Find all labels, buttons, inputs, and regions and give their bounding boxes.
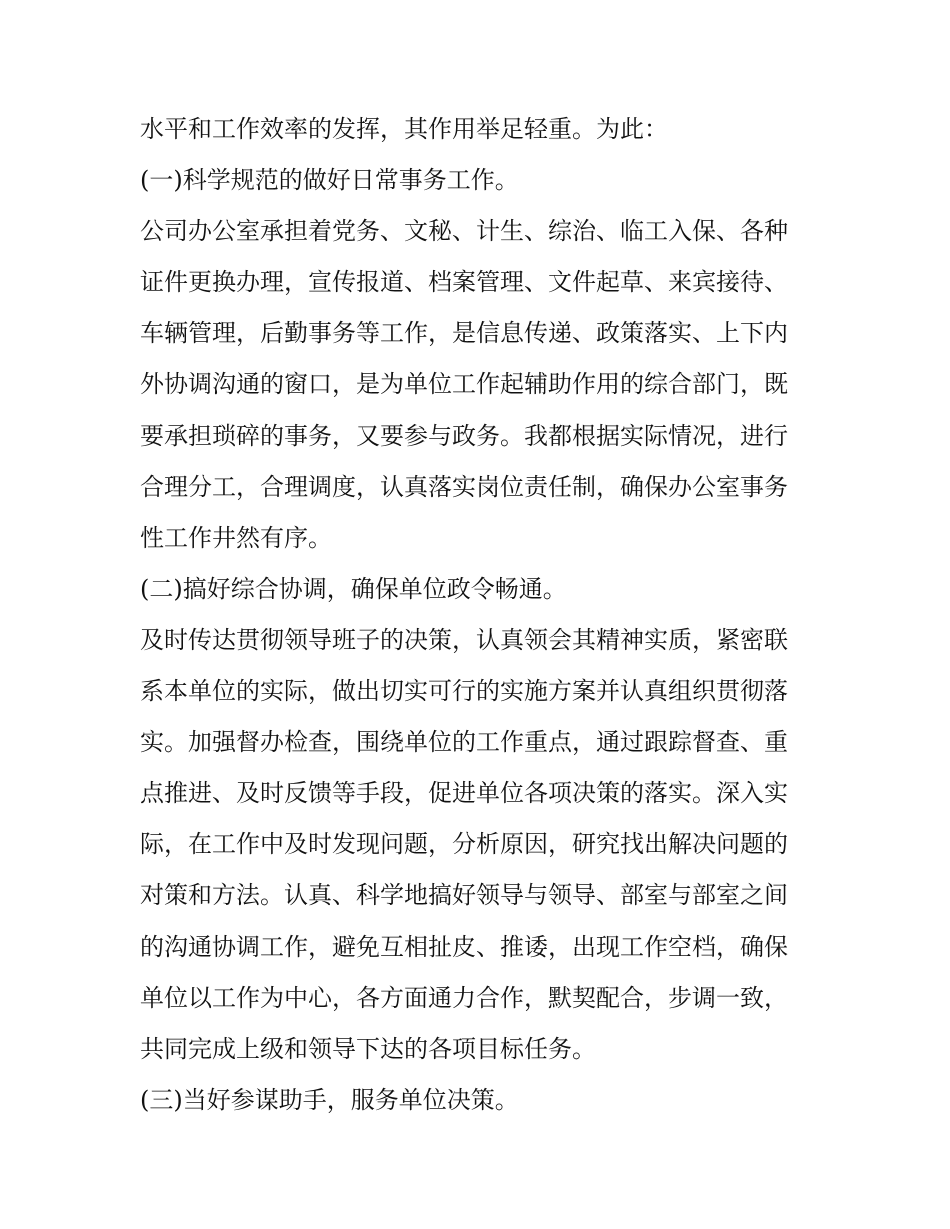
text-line: 外协调沟通的窗口，是为单位工作起辅助作用的综合部门，既 <box>140 370 788 399</box>
text-line: 车辆管理，后勤事务等工作，是信息传递、政策落实、上下内 <box>140 319 788 348</box>
section-heading: (一)科学规范的做好日常事务工作。 <box>140 166 519 195</box>
text-line: 性工作井然有序。 <box>140 523 332 552</box>
text-line: 对策和方法。认真、科学地搞好领导与领导、部室与部室之间 <box>140 881 788 910</box>
section-heading: (三)当好参谋助手，服务单位决策。 <box>140 1085 519 1114</box>
text-line: 公司办公室承担着党务、文秘、计生、综治、临工入保、各种 <box>140 217 788 246</box>
text-line: 系本单位的实际，做出切实可行的实施方案并认真组织贯彻落 <box>140 677 788 706</box>
section-heading: (二)搞好综合协调，确保单位政令畅通。 <box>140 574 567 603</box>
text-line: 及时传达贯彻领导班子的决策，认真领会其精神实质，紧密联 <box>140 625 788 654</box>
text-line: 实。加强督办检查，围绕单位的工作重点，通过跟踪督查、重 <box>140 728 788 757</box>
text-line: 际，在工作中及时发现问题，分析原因，研究找出解决问题的 <box>140 830 788 859</box>
text-line: 点推进、及时反馈等手段，促进单位各项决策的落实。深入实 <box>140 779 788 808</box>
document-body <box>140 104 820 1126</box>
text-line: 单位以工作为中心，各方面通力合作，默契配合，步调一致， <box>140 983 788 1012</box>
text-line: 水平和工作效率的发挥，其作用举足轻重。为此： <box>140 115 668 143</box>
text-line: 要承担琐碎的事务，又要参与政务。我都根据实际情况，进行 <box>140 421 788 450</box>
text-line: 的沟通协调工作，避免互相扯皮、推诿，出现工作空档，确保 <box>140 932 788 961</box>
text-line: 证件更换办理，宣传报道、档案管理、文件起草、来宾接待、 <box>140 268 788 297</box>
text-line: 合理分工，合理调度，认真落实岗位责任制，确保办公室事务 <box>140 472 788 501</box>
text-line: 共同完成上级和领导下达的各项目标任务。 <box>140 1034 596 1063</box>
